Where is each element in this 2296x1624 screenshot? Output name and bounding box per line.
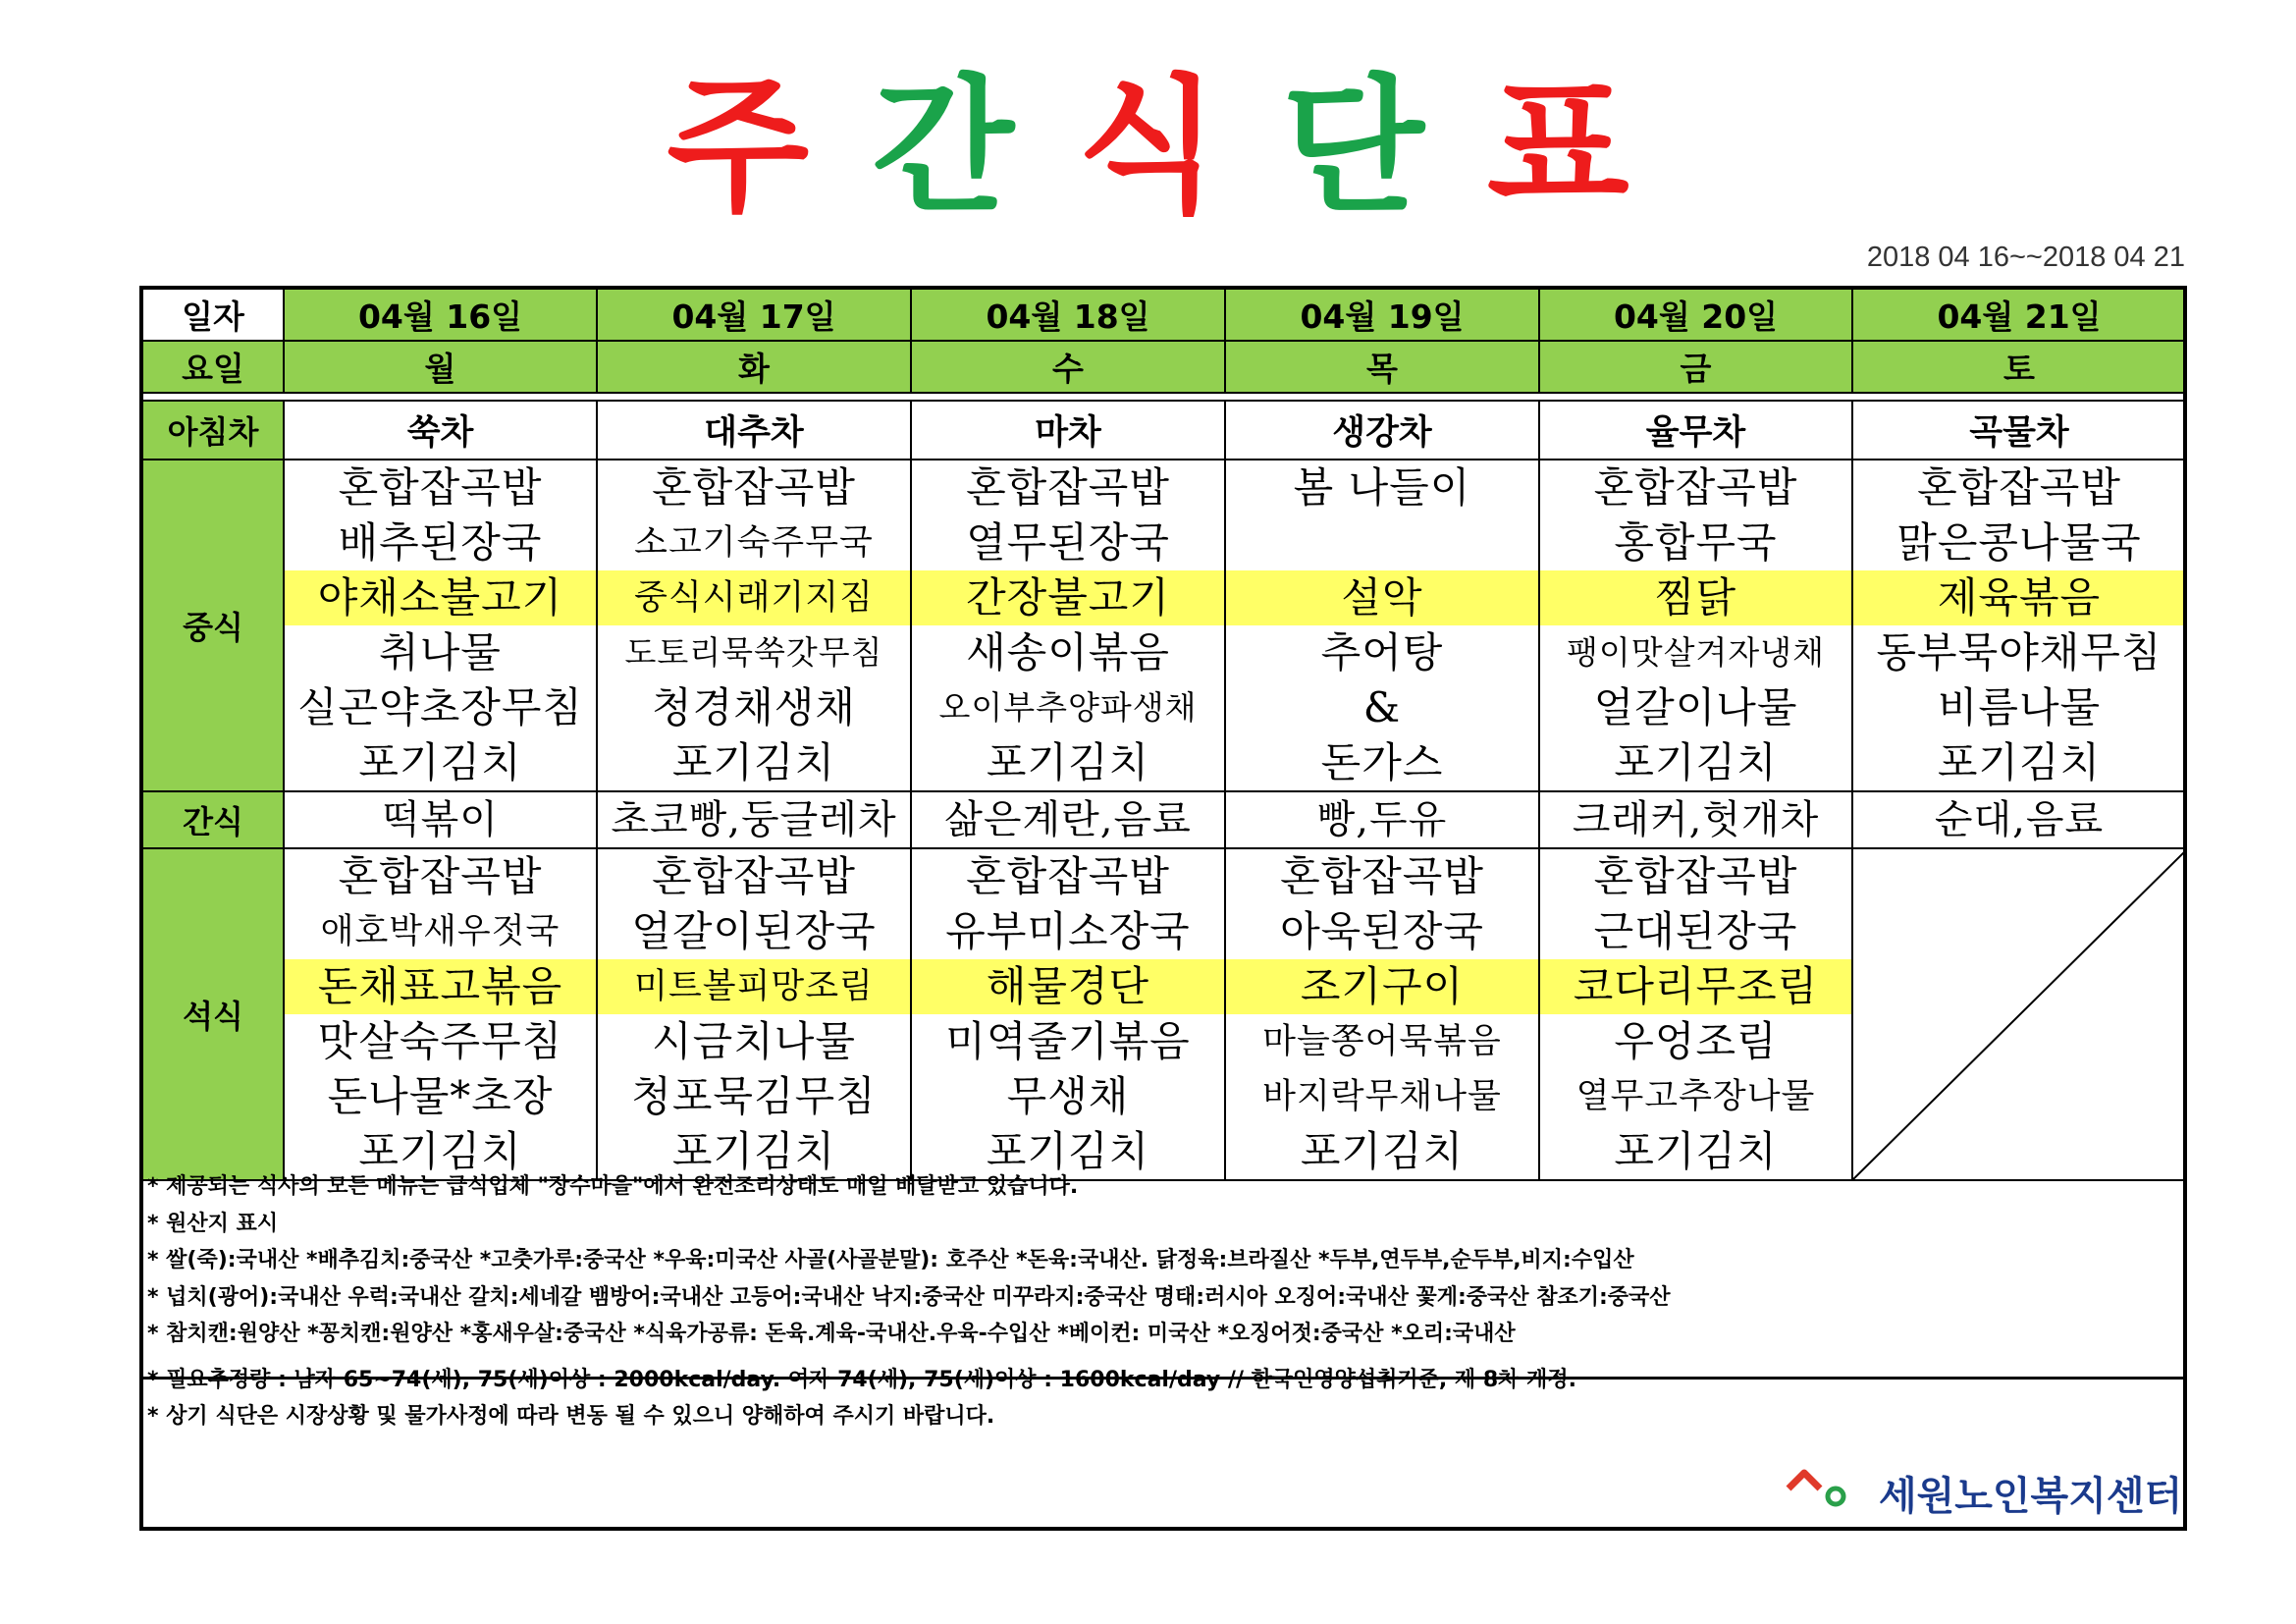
weekday-cell: 수: [911, 341, 1225, 393]
menu-item: 애호박새우젓국: [320, 912, 561, 951]
menu-item: 돈가스: [1320, 738, 1444, 786]
main-dish: 찜닭: [1540, 570, 1851, 625]
menu-item: 청경채생채: [652, 683, 856, 731]
menu-item: 포기김치: [986, 1127, 1150, 1175]
main-dish: 미트볼피망조림: [598, 959, 910, 1014]
menu-item: 혼합잡곡밥: [966, 852, 1170, 900]
menu-item: 맛살숙주무침: [317, 1017, 563, 1065]
weekday-cell: 토: [1852, 341, 2186, 393]
main-dish: 조기구이: [1226, 959, 1538, 1014]
menu-item: 무생채: [1006, 1072, 1130, 1120]
menu-item: 소고기숙주무국: [634, 523, 874, 563]
note-line: * 원산지 표시: [147, 1211, 279, 1236]
menu-item: 비름나물: [1937, 683, 2102, 731]
menu-item: 얼갈이된장국: [631, 907, 877, 955]
row-label-date: 일자: [142, 289, 284, 341]
menu-item: 미역줄기볶음: [945, 1017, 1191, 1065]
menu-item: 근대된장국: [1593, 907, 1798, 955]
menu-item: 시금치나물: [652, 1017, 856, 1065]
weekday-cell: 화: [597, 341, 911, 393]
row-label-snack: 간식: [142, 791, 284, 848]
menu-item: 포기김치: [671, 1127, 836, 1175]
page-title: [0, 62, 2296, 233]
notes-section: [143, 1168, 2183, 1435]
menu-item: 유부미소장국: [945, 907, 1191, 955]
menu-item: 혼합잡곡밥: [966, 463, 1170, 512]
menu-item: 도토리묵쑥갓무침: [624, 633, 883, 672]
menu-item: 포기김치: [358, 738, 522, 786]
main-dish: 해물경단: [912, 959, 1224, 1014]
date-cell: 04월 17일: [597, 289, 911, 341]
menu-item: 혼합잡곡밥: [1593, 463, 1798, 512]
menu-item: 팽이맛살겨자냉채: [1566, 633, 1826, 672]
menu-item: 취나물: [379, 628, 502, 677]
menu-item: 포기김치: [1300, 1127, 1465, 1175]
title-char: 식: [1077, 62, 1219, 233]
menu-item: 얼갈이나물: [1593, 683, 1798, 731]
menu-item: 열무된장국: [966, 518, 1170, 567]
main-dish: 중식시래기지짐: [598, 570, 910, 625]
menu-item: 추어탕: [1320, 628, 1444, 677]
snack-item: 빵,두유: [1316, 797, 1448, 842]
main-dish: 간장불고기: [912, 570, 1224, 625]
menu-item: 혼합잡곡밥: [1280, 852, 1484, 900]
menu-item: 바지락무채나물: [1262, 1077, 1502, 1116]
menu-item: 실곤약초장무침: [296, 683, 583, 731]
title-char: 표: [1486, 62, 1629, 233]
note-line: * 넙치(광어):국내산 우럭:국내산 갈치:세네갈 뱀방어:국내산 고등어:국내산 낙지:중국산 미꾸라지:중국산 명태:러시아 오징어:국내산 꽃게:중국산 참조기:중국산: [147, 1284, 1671, 1310]
main-dish: 코다리무조림: [1540, 959, 1851, 1014]
menu-item: 청포묵김무침: [631, 1072, 877, 1120]
menu-item: 동부묵야채무침: [1876, 628, 2163, 677]
note-line: * 제공되는 식사의 모든 메뉴는 급식업체 "장수마을"에서 완전조리상태도 매일 배달받고 있습니다.: [147, 1174, 1079, 1199]
snack-item: 크래커,헛개차: [1572, 797, 1820, 842]
menu-item: 봄 나들이: [1293, 463, 1471, 512]
snack-item: 초코빵,둥글레차: [611, 797, 897, 842]
row-label-weekday: 요일: [142, 341, 284, 393]
weekday-cell: 월: [284, 341, 597, 393]
notes-divider: [143, 1377, 2183, 1380]
date-range: 2018 04 16~~2018 04 21: [1866, 242, 2185, 273]
menu-item: 홍합무국: [1614, 518, 1778, 567]
tea-cell: 율무차: [1539, 401, 1852, 460]
row-label-lunch: 중식: [142, 460, 284, 791]
main-dish: 제육볶음: [1853, 570, 2185, 625]
menu-item: 열무고추장나물: [1575, 1077, 1816, 1116]
note-line: * 참치캔:원양산 *꽁치캔:원양산 *홍새우살:중국산 *식육가공류: 돈육.계육-국내산.우육-수입산 *베이컨: 미국산 *오징어젓:중국산 *오리:국내산: [147, 1322, 1516, 1346]
tea-cell: 생강차: [1225, 401, 1539, 460]
menu-item: 혼합잡곡밥: [652, 463, 856, 512]
title-char: 간: [872, 62, 1015, 233]
weekday-cell: 목: [1225, 341, 1539, 393]
menu-item: 혼합잡곡밥: [1917, 463, 2121, 512]
date-cell: 04월 21일: [1852, 289, 2186, 341]
menu-item: 혼합잡곡밥: [338, 852, 543, 900]
menu-item: 아욱된장국: [1280, 907, 1484, 955]
main-dish: 돈채표고볶음: [285, 959, 596, 1014]
menu-item: 포기김치: [358, 1127, 522, 1175]
date-cell: 04월 18일: [911, 289, 1225, 341]
menu-item: 우엉조림: [1614, 1017, 1778, 1065]
menu-item: 혼합잡곡밥: [1593, 852, 1798, 900]
tea-cell: 마차: [911, 401, 1225, 460]
title-char: 단: [1281, 62, 1424, 233]
tea-cell: 곡물차: [1852, 401, 2186, 460]
row-label-dinner: 석식: [142, 848, 284, 1180]
menu-item: 새송이볶음: [966, 628, 1170, 677]
menu-item: 오이부추양파생채: [938, 688, 1198, 727]
note-line: * 쌀(죽):국내산 *배추김치:중국산 *고춧가루:중국산 *우육:미국산 사골(사골분말): 호주산 *돈육:국내산. 닭정육:브라질산 *두부,연두부,순두부,비지:수입산: [147, 1248, 1634, 1272]
menu-item: 맑은콩나물국: [1896, 518, 2142, 567]
tea-cell: 대추차: [597, 401, 911, 460]
center-name: 세원노인복지센터: [1879, 1474, 2183, 1519]
menu-item: 포기김치: [986, 738, 1150, 786]
title-char: 주: [667, 62, 810, 233]
weekday-cell: 금: [1539, 341, 1852, 393]
date-cell: 04월 20일: [1539, 289, 1852, 341]
tea-cell: 쑥차: [284, 401, 597, 460]
menu-item: 포기김치: [1614, 738, 1778, 786]
snack-item: 떡볶이: [382, 797, 499, 842]
menu-item: 돈나물*초장: [327, 1072, 554, 1120]
date-cell: 04월 19일: [1225, 289, 1539, 341]
row-label-morning-tea: 아침차: [142, 401, 284, 460]
menu-item: &: [1362, 683, 1402, 731]
menu-item: 포기김치: [671, 738, 836, 786]
menu-item: 혼합잡곡밥: [652, 852, 856, 900]
snack-item: 삶은계란,음료: [944, 797, 1192, 842]
snack-item: 순대,음료: [1934, 797, 2105, 842]
menu-item: 포기김치: [1937, 738, 2102, 786]
menu-item: 포기김치: [1614, 1127, 1778, 1175]
center-logo-icon: [1783, 1467, 1849, 1512]
menu-item: 마늘쫑어묵볶음: [1262, 1022, 1502, 1061]
main-dish: 설악: [1226, 570, 1538, 625]
menu-item: 혼합잡곡밥: [338, 463, 543, 512]
menu-item: 배추된장국: [338, 518, 543, 567]
note-line: * 필요추정량 : 남자 65~74(세), 75(세)이상 : 2000kcal/day. 여자 74(세), 75(세)이상 : 1600kcal/day // 한국인영양섭취기준, 제 8차 개정.: [147, 1367, 1576, 1392]
note-line: * 상기 식단은 시장상황 및 물가사정에 따라 변동 될 수 있으니 양해하여 주시기 바랍니다.: [147, 1404, 995, 1429]
main-dish: 야채소불고기: [285, 570, 596, 625]
date-cell: 04월 16일: [284, 289, 597, 341]
